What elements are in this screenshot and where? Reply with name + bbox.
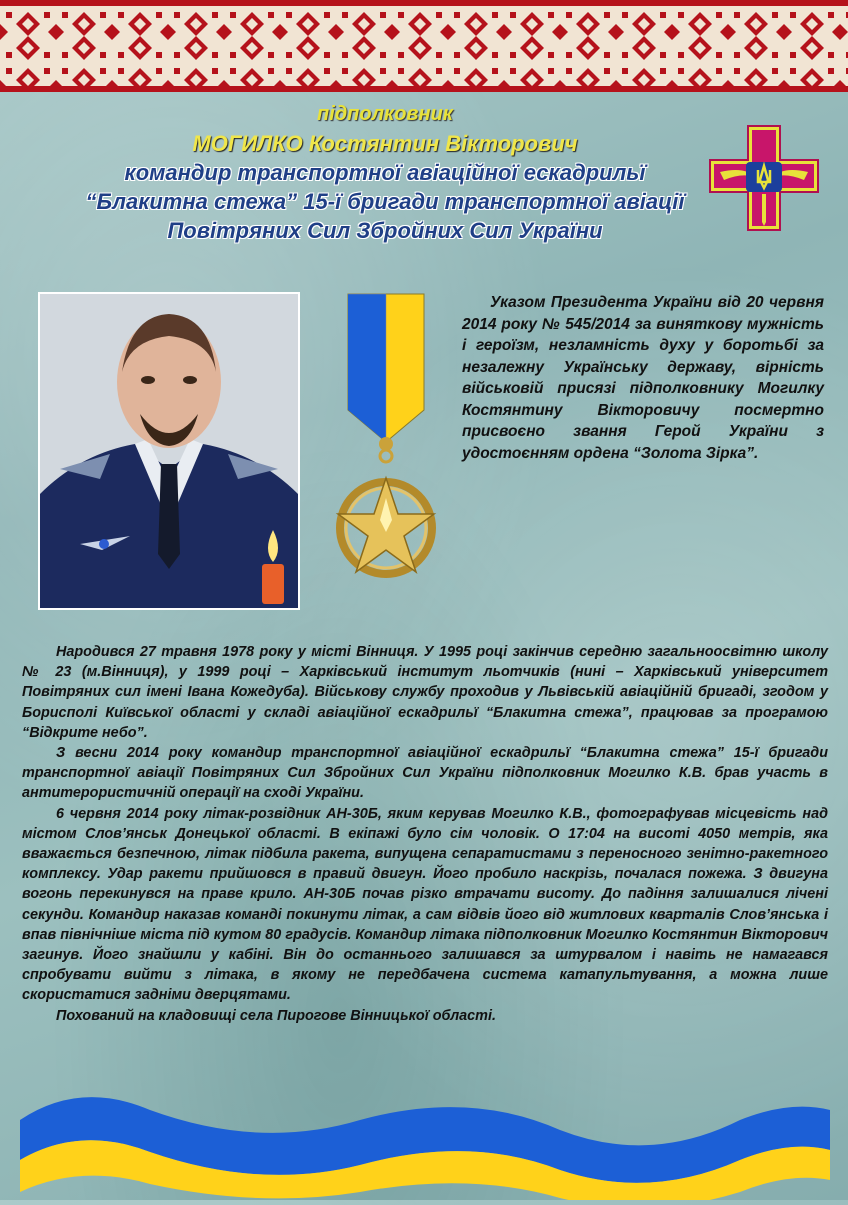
- position-line-3: Повітряних Сил Збройних Сил України: [167, 218, 603, 243]
- air-force-emblem-icon: [706, 122, 822, 234]
- decree-text: Указом Президента України від 20 червня 2014 року № 545/2014 за виняткову мужність і героїзм, незламність духу у боротьбі за незалежну Українську державу, вірність військовій присязі підполковнику Могилку Костянтину Вікторовичу посмертно присвоєно звання Герой України з удостоєнням ордена “Золота Зірка”.: [462, 294, 824, 462]
- embroidery-ornament-border: [0, 0, 848, 92]
- ukrainian-flag-ribbon: [0, 1080, 848, 1200]
- position-line-1: командир транспортної авіаційної ескадрильї: [124, 160, 646, 185]
- title-block: [60, 100, 710, 245]
- rank-label: підполковник: [317, 103, 453, 125]
- bio-paragraph: 6 червня 2014 року літак-розвідник АН-30Б, яким керував Могилко К.В., фотографував місцевість над містом Слов’янськ Донецької області. В екіпажі було сім чоловік. О 17:04 на висоті 4050 метрів, яка вважається безпечною, літак підбила ракета, випущена сепаратистами з переносного зенітно-ракетного комплексу. Удар ракети прийшовся в правий двигун. Його пробило наскрізь, почалася пожежа. З двигуна вогонь перекинувся на праве крило. АН-30Б почав різко втрачати висоту. До падіння залишалися лічені секунди. Командир наказав команді покинути літак, а сам відвів його від житлових кварталів Слов’янська і впав північніше міста під кутом 80 градусів. Командир літака підполковник Могилко Костянтин Вікторович загинув. Його знайшли у кабіні. Він до останнього залишався за штурвалом і навіть не намагався спробувати вийти з літака, в якому не передбачена система катапультування, а можна лише скористатися задніми дверцятами.: [22, 805, 828, 1004]
- biography: [22, 642, 828, 1026]
- position-line-2: “Блакитна стежа” 15-ї бригади транспортної авіації: [85, 189, 685, 214]
- bio-paragraph: Похований на кладовищі села Пирогове Вінницької області.: [56, 1007, 496, 1024]
- bio-paragraph: З весни 2014 року командир транспортної авіаційної ескадрильї “Блакитна стежа” 15-ї бригади транспортної авіації Повітряних Сил Збройних Сил України підполковник Могилко К.В. брав участь в антитерористичній операції на сході України.: [22, 745, 828, 802]
- bio-paragraph: Народився 27 травня 1978 року у місті Вінниця. У 1995 році закінчив середню загальноосвітню школу № 23 (м.Вінниця), у 1999 році – Харківський інститут льотчиків (нині – Харківський університет Повітряних сил імені Івана Кожедуба). Військову службу проходив у Львівській авіаційній бригаді, згодом у Борисполі Київської області у складі авіаційної ескадрильї “Блакитна стежа”, працював за програмою “Відкрите небо”.: [22, 644, 828, 741]
- hero-name: МОГИЛКО Костянтин Вікторович: [192, 131, 578, 156]
- portrait-photo: [38, 292, 300, 610]
- golden-star-medal-icon: [334, 292, 438, 580]
